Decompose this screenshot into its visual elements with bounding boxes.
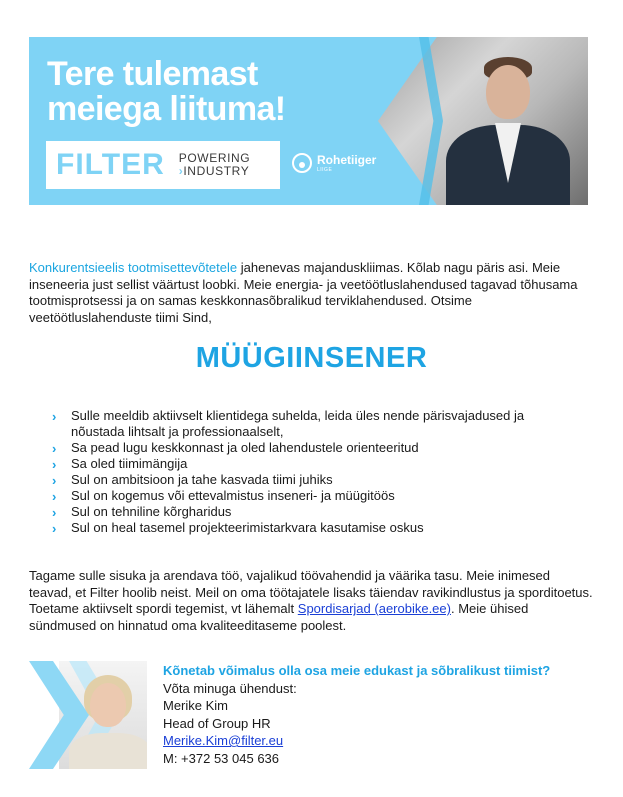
bullet-arrow-icon: › [52, 473, 57, 488]
job-title: MÜÜGIINSENER [195, 342, 428, 374]
list-item: › Sul on heal tasemel projekteerimistarkvara kasutamise oskus [52, 520, 424, 536]
banner-title-line1: Tere tulemast [47, 55, 258, 93]
bullet-arrow-icon: › [52, 521, 57, 536]
contact-email-link[interactable]: Merike.Kim@filter.eu [163, 733, 284, 748]
tagline-line1: POWERING [178, 151, 251, 165]
filter-logo [46, 141, 280, 189]
person-head [486, 65, 530, 119]
paw-icon [292, 153, 312, 173]
bullet-arrow-icon: › [52, 457, 57, 472]
intro-paragraph [29, 260, 589, 326]
list-item: › Sa oled tiimimängija [52, 456, 188, 472]
rohetiiger-badge [292, 153, 376, 173]
hero-banner [29, 37, 588, 205]
list-item: › Sulle meeldib aktiivselt klientidega suhelda, leida üles nende pärisvajadused ja nõustada lihtsalt ja professionaalselt, [52, 408, 525, 439]
bullet-arrow-icon: › [52, 489, 57, 504]
contact-prompt: Võta minuga ühendust: [163, 680, 297, 696]
partner-name: Rohetiiger [317, 152, 377, 167]
list-item: › Sa pead lugu keskkonnast ja oled lahendustele orienteeritud [52, 440, 419, 456]
banner-title-line2: meiega liituma! [47, 90, 286, 128]
banner-title [47, 57, 367, 127]
person-face [90, 683, 126, 727]
spordisarjad-link[interactable]: Spordisarjad (aerobike.ee) [297, 601, 451, 616]
partner-sub: LIIGE [317, 166, 333, 173]
requirements-list [52, 408, 572, 536]
contact-block [163, 662, 593, 767]
contact-name: Merike Kim [163, 698, 229, 713]
contact-phone: M: +372 53 045 636 [163, 750, 280, 766]
person-body [69, 733, 147, 769]
bullet-arrow-icon: › [52, 441, 57, 456]
chevron-right-icon: › [178, 164, 184, 178]
contact-photo [29, 661, 147, 769]
benefits-text: Tagame sulle sisuka ja arendava töö, vajalikud töövahendid ja väärika tasu. Meie inimesed teavad, et Filter hoolib neist. Meil on oma töötajatele lisaks täiendav ravikindlustus ja sporditoetus. Toetame aktiivselt spordi tegemist, vt lähemalt [29, 568, 593, 616]
logo-wordmark: FILTER [56, 148, 165, 181]
contact-headline: Kõnetab võimalus olla osa meie edukast ja sõbralikust tiimist? [163, 663, 551, 678]
bullet-arrow-icon: › [52, 409, 57, 424]
list-item: › Sul on kogemus või ettevalmistus inseneri- ja müügitöös [52, 488, 395, 504]
intro-text: jahenevas majanduskliimas. Kõlab nagu päris asi. Meie inseneeria just sellist väärtust loobki. Meie energia- ja veetöötluslahendused tagavad tõhusama tootmisprotsessi ja on samas keskkonnasõbralikud terviklahendused. Otsime veetöötluslahenduste tiimi Sind, [29, 260, 578, 325]
contact-role: Head of Group HR [163, 715, 271, 731]
logo-tagline [179, 152, 250, 178]
benefits-paragraph [29, 568, 594, 634]
tagline-line2: INDUSTRY [183, 164, 250, 178]
bullet-arrow-icon: › [52, 505, 57, 520]
list-item: › Sul on ambitsioon ja tahe kasvada tiimi juhiks [52, 472, 333, 488]
list-item: › Sul on tehniline kõrgharidus [52, 504, 232, 520]
intro-highlight: Konkurentsieelis tootmisettevõtetele [29, 260, 238, 275]
benefits-text-end: . Meie ühised sündmused on hinnatud oma kvaliteeditaseme poolest. [29, 601, 529, 633]
